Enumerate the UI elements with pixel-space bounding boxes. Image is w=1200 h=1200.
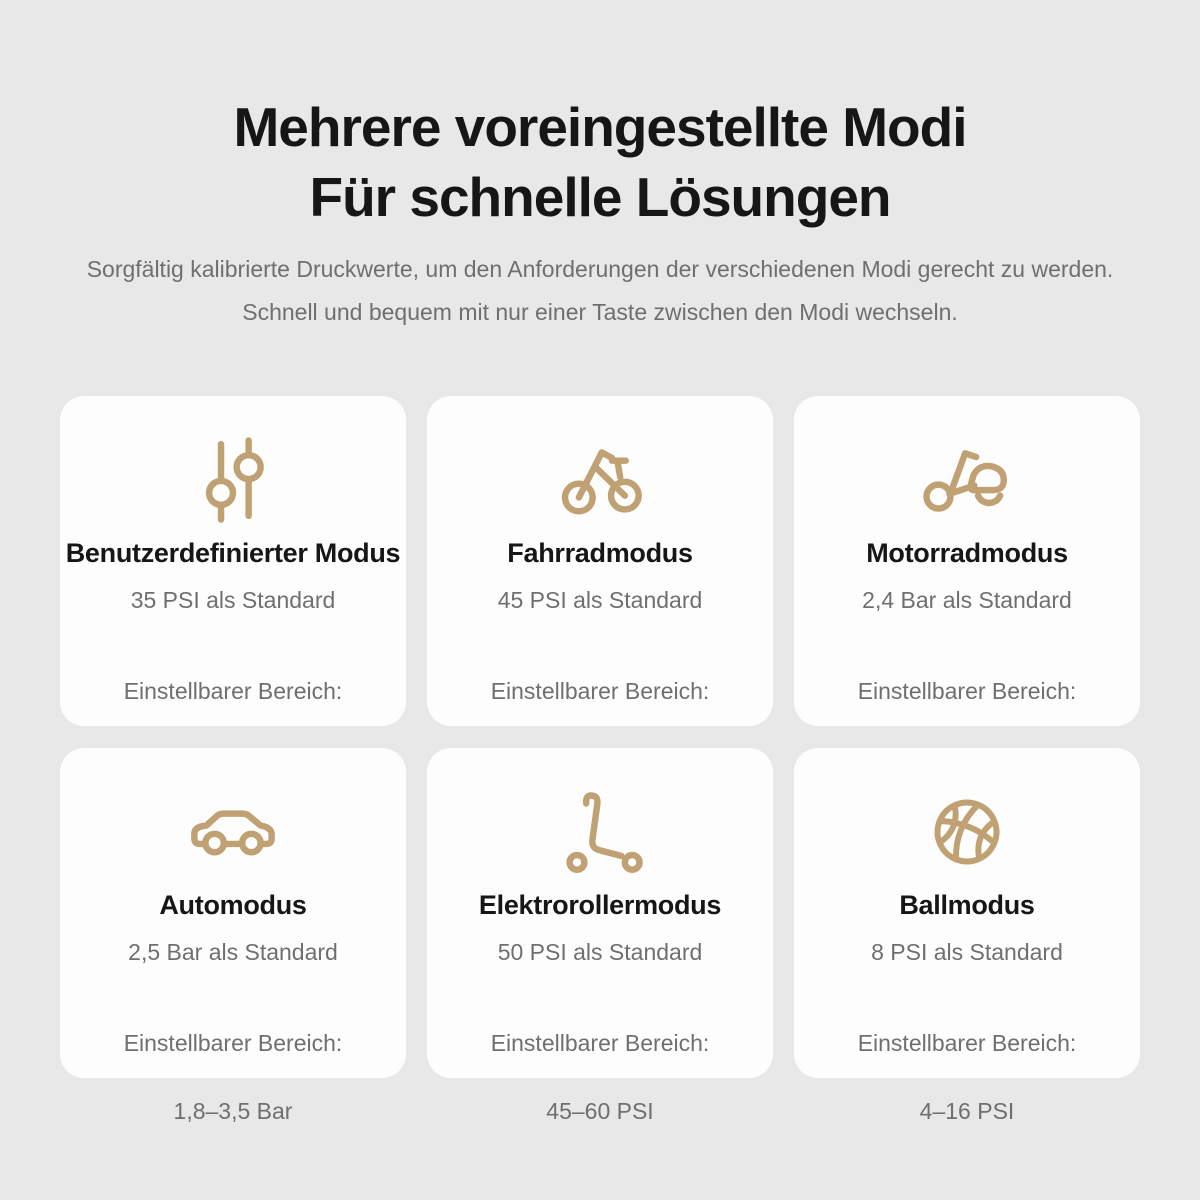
- mode-range: [858, 992, 1077, 1162]
- mode-range-label: Einstellbarer Bereich:: [857, 1030, 1077, 1056]
- mode-standard-value: 45 PSI als Standard: [497, 587, 703, 613]
- mode-card-title: Ballmodus: [899, 890, 1035, 920]
- mode-card: [60, 396, 406, 726]
- motorcycle-icon: [921, 434, 1013, 526]
- mode-standard-value: 2,5 Bar als Standard: [128, 939, 338, 965]
- mode-card: [427, 396, 773, 726]
- mode-card: [794, 396, 1140, 726]
- mode-range-value: 4–16 PSI: [919, 1098, 1015, 1124]
- mode-card-grid: [0, 396, 1200, 1124]
- mode-standard-value: 8 PSI als Standard: [871, 939, 1063, 965]
- scooter-icon: [554, 786, 646, 878]
- mode-range-label: Einstellbarer Bereich:: [123, 1030, 343, 1056]
- page-title-line1: Mehrere voreingestellte Modi: [233, 96, 967, 158]
- mode-card: [794, 748, 1140, 1124]
- mode-range: [124, 992, 343, 1162]
- hero-section: [0, 0, 1200, 334]
- mode-card-title: Automodus: [159, 890, 307, 920]
- sliders-icon: [187, 434, 279, 526]
- mode-card: [427, 748, 773, 1124]
- mode-range-value: 1,8–3,5 Bar: [173, 1098, 293, 1124]
- mode-range-label: Einstellbarer Bereich:: [857, 678, 1077, 704]
- page-title-line2: Für schnelle Lösungen: [309, 166, 891, 228]
- mode-standard-value: 35 PSI als Standard: [130, 587, 336, 613]
- mode-card-title: Benutzerdefinierter Modus: [65, 538, 401, 568]
- mode-range-value: 45–60 PSI: [546, 1098, 654, 1124]
- mode-range: [491, 992, 710, 1162]
- mode-standard-value: 50 PSI als Standard: [497, 939, 703, 965]
- mode-card-title: Motorradmodus: [866, 538, 1068, 568]
- mode-card-title: Fahrradmodus: [507, 538, 693, 568]
- car-icon: [187, 786, 279, 878]
- mode-range-label: Einstellbarer Bereich:: [490, 678, 710, 704]
- basketball-icon: [921, 786, 1013, 878]
- page-subtitle: Sorgfältig kalibrierte Druckwerte, um den Anforderungen der verschiedenen Modi gerecht zu werden. Schnell und bequem mit nur einer Taste zwischen den Modi wechseln.: [86, 256, 1114, 325]
- page-title: [0, 92, 1200, 232]
- mode-range-label: Einstellbarer Bereich:: [123, 678, 343, 704]
- mode-standard-value: 2,4 Bar als Standard: [862, 587, 1072, 613]
- bicycle-icon: [554, 434, 646, 526]
- mode-card-title: Elektrorollermodus: [478, 890, 722, 920]
- mode-range-label: Einstellbarer Bereich:: [490, 1030, 710, 1056]
- mode-card: [60, 748, 406, 1124]
